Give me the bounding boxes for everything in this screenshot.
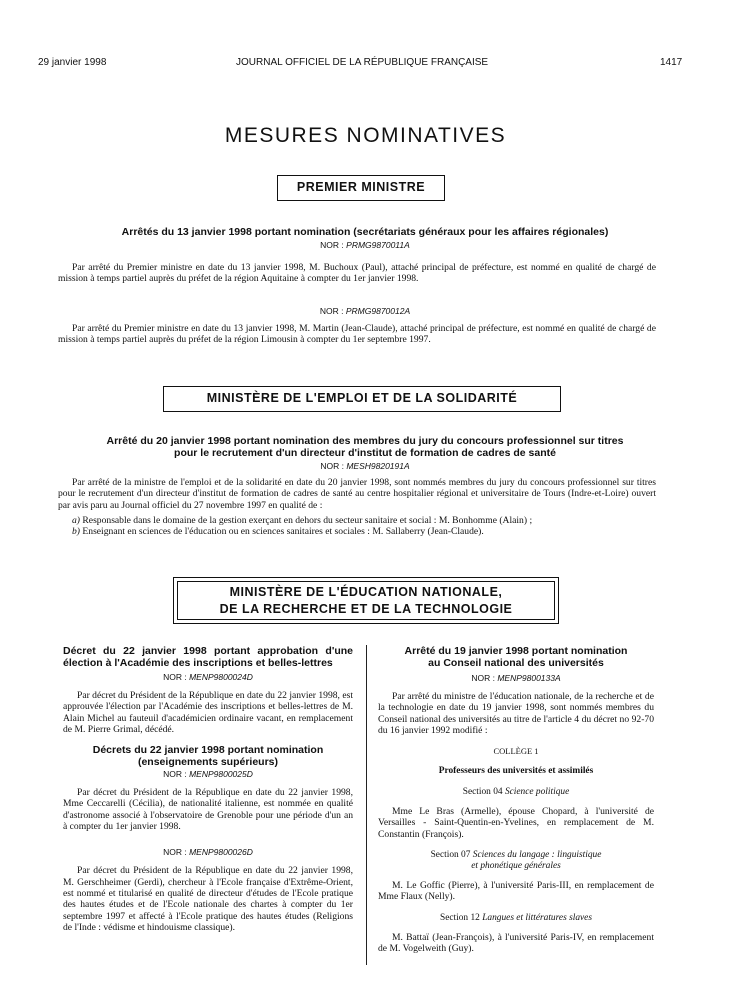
list-item bbox=[72, 515, 656, 526]
paragraph-text: M. Battaï (Jean-François), à l'université Paris-IV, en remplacement de M. Vogelweith (Guy). bbox=[378, 931, 654, 954]
nor-label: NOR : bbox=[320, 240, 344, 250]
section-heading: Arrêtés du 13 janvier 1998 portant nomination (secrétariats généraux pour les affaires régionales) bbox=[121, 226, 609, 238]
header-page-number: 1417 bbox=[660, 57, 683, 68]
list-marker: b) bbox=[72, 526, 80, 537]
paragraph-text: Mme Le Bras (Armelle), épouse Chopard, à l'université de Versailles - Saint-Quentin-en-Yvelines, en remplacement de M. Constantin (François). bbox=[378, 806, 654, 840]
paragraph-text: Par décret du Président de la République en date du 22 janvier 1998, Mme Ceccarelli (Cécilia), de nationalité italienne, est nommée en qualité d'astronome associé à l'observatoire de Grenoble pour une période d'un an à compter du 1er janvier 1998. bbox=[63, 787, 353, 833]
section-name: Sciences du langage : linguistique bbox=[472, 850, 602, 861]
page-title: MESURES NOMINATIVES bbox=[224, 124, 507, 147]
decree-heading: Décrets du 22 janvier 1998 portant nomination bbox=[92, 744, 324, 757]
header-date: 29 janvier 1998 bbox=[38, 57, 107, 68]
paragraph bbox=[378, 691, 654, 736]
nor-code: MESH9820191A bbox=[346, 461, 410, 471]
section-title-line: MINISTÈRE DE L'ÉDUCATION NATIONALE, bbox=[229, 585, 503, 599]
header-journal: JOURNAL OFFICIEL DE LA RÉPUBLIQUE FRANÇAISE bbox=[236, 57, 489, 68]
paragraph-text: M. Le Goffic (Pierre), à l'université Paris-III, en remplacement de Mme Flaux (Nelly). bbox=[378, 880, 654, 903]
list-item bbox=[72, 526, 656, 537]
section-box-premier-ministre bbox=[277, 175, 445, 201]
nor-code: MENP9800024D bbox=[189, 672, 253, 682]
nor-code: MENP9800133A bbox=[497, 673, 561, 683]
nor-reference bbox=[40, 461, 690, 471]
nor-label: NOR : bbox=[320, 461, 344, 471]
decree-heading: au Conseil national des universités bbox=[428, 657, 604, 669]
paragraph bbox=[63, 690, 353, 735]
paragraph bbox=[58, 323, 656, 346]
paragraph-text: Par arrêté du ministre de l'éducation nationale, de la recherche et de la technologie en date du 19 janvier 1998, sont nommés membres du Conseil national des universités au titre de l'article 4 du décret no 92-70 du 16 janvier 1992 modifié : bbox=[378, 691, 654, 736]
section-box-inner bbox=[177, 581, 555, 620]
paragraph-text: Par arrêté de la ministre de l'emploi et de la solidarité en date du 20 janvier 1998, sont nommés membres du jury du concours professionnel sur titres pour le recrutement d'un directeur d'institut de formation de cadres de santé au centre hospitalier régional et universitaire de Tours (Indre-et-Loire) ouvert par avis paru au Journal officiel du 27 novembre 1997 en qualité de : bbox=[58, 477, 656, 511]
section-label bbox=[378, 913, 654, 924]
nor-code: MENP9800025D bbox=[189, 769, 253, 780]
list-item-text: Responsable dans le domaine de la gestion exerçant en dehors du secteur sanitaire et social : M. Bonhomme (Alain) ; bbox=[82, 515, 533, 526]
decree-heading: Décret du 22 janvier 1998 portant approbation d'une élection à l'Académie des inscriptions et belles-lettres bbox=[63, 645, 353, 669]
nor-label: NOR : bbox=[163, 847, 187, 858]
subheading: Professeurs des universités et assimilés bbox=[438, 766, 594, 777]
nor-reference bbox=[378, 673, 654, 683]
section-title-line: DE LA RECHERCHE ET DE LA TECHNOLOGIE bbox=[219, 602, 513, 616]
college-label: COLLÈGE 1 bbox=[493, 746, 539, 757]
section-name: Langues et littératures slaves bbox=[482, 912, 592, 923]
paragraph bbox=[378, 880, 654, 903]
paragraph-text: Par arrêté du Premier ministre en date du 13 janvier 1998, M. Buchoux (Paul), attaché principal de préfecture, est nommé en qualité de chargé de mission à temps partiel auprès du préfet de la région Aquitaine à compter du 1er janvier 1998. bbox=[58, 262, 656, 285]
section-number: Section 07 bbox=[430, 850, 471, 861]
paragraph bbox=[58, 262, 656, 285]
list-item-text: Enseignant en sciences de l'éducation ou en sciences sanitaires et sociales : M. Sallaberry (Jean-Claude). bbox=[82, 526, 484, 537]
paragraph bbox=[378, 932, 654, 955]
paragraph-text: Par décret du Président de la République en date du 22 janvier 1998, M. Gerschheimer (Gerdi), chercheur à l'Ecole française d'Extrême-Orient, est nommé et titularisé en qualité de directeur d'études de l'Ecole pratique des hautes études et de l'Ecole nationale des chartes à compter du 1er septembre 1997 et affecté à l'Ecole pratique des hautes études (Religions de l'Inde : védisme et hindouisme classique). bbox=[63, 865, 353, 933]
paragraph bbox=[63, 865, 353, 933]
nor-code: MENP9800026D bbox=[189, 847, 253, 858]
paragraph bbox=[63, 787, 353, 832]
nor-reference bbox=[40, 240, 690, 250]
section-label bbox=[378, 850, 654, 861]
nor-reference bbox=[40, 306, 690, 316]
section-heading: pour le recrutement d'un directeur d'institut de formation de cadres de santé bbox=[174, 447, 556, 459]
nor-label: NOR : bbox=[471, 673, 495, 683]
paragraph bbox=[58, 477, 656, 511]
nor-reference bbox=[63, 769, 353, 779]
nor-reference bbox=[63, 672, 353, 682]
decree-heading: Arrêté du 19 janvier 1998 portant nomination bbox=[404, 645, 628, 657]
section-label bbox=[378, 861, 654, 872]
nor-label: NOR : bbox=[319, 306, 344, 316]
section-title: MINISTÈRE DE L'EMPLOI ET DE LA SOLIDARITÉ bbox=[206, 391, 518, 405]
paragraph-text: Par décret du Président de la République en date du 22 janvier 1998, est approuvée l'élection par l'Académie des inscriptions et belles-lettres de M. Alain Michel au fauteuil d'académicien ordinaire vacant, en remplacement de M. Pierre Grimal, décédé. bbox=[63, 690, 354, 735]
nor-code: PRMG9870012A bbox=[345, 306, 411, 316]
right-column bbox=[378, 645, 654, 954]
nor-reference bbox=[63, 847, 353, 857]
section-heading: Arrêté du 20 janvier 1998 portant nomination des membres du jury du concours professionnel sur titres bbox=[106, 435, 624, 447]
section-name: et phonétique générales bbox=[471, 861, 561, 872]
section-name: Science politique bbox=[504, 787, 570, 798]
nor-label: NOR : bbox=[163, 769, 187, 780]
section-box-education-nationale bbox=[173, 577, 559, 624]
decree-heading: (enseignements supérieurs) bbox=[137, 756, 279, 769]
section-label bbox=[378, 787, 654, 798]
column-divider bbox=[366, 645, 367, 965]
section-box-emploi-solidarite bbox=[163, 386, 561, 412]
paragraph-text: Par arrêté du Premier ministre en date du 13 janvier 1998, M. Martin (Jean-Claude), attaché principal de préfecture, est nommé en qualité de chargé de mission à temps partiel auprès du préfet de la région Limousin à compter du 1er septembre 1997. bbox=[58, 323, 656, 346]
left-column bbox=[63, 645, 353, 933]
section-number: Section 04 bbox=[462, 787, 503, 798]
list-marker: a) bbox=[72, 515, 80, 526]
paragraph bbox=[378, 806, 654, 840]
nor-label: NOR : bbox=[163, 672, 187, 682]
nor-code: PRMG9870011A bbox=[346, 240, 410, 250]
section-number: Section 12 bbox=[440, 912, 480, 923]
section-title: PREMIER MINISTRE bbox=[296, 180, 426, 194]
